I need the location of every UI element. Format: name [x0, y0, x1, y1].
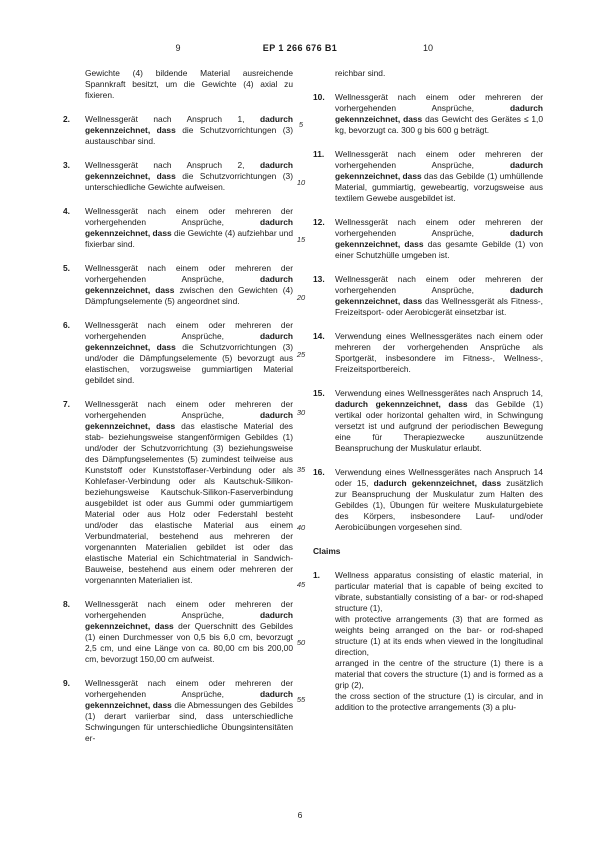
- line-number-10: 10: [296, 177, 306, 187]
- claim-number: 12.: [313, 217, 325, 227]
- claim-number: [313, 68, 335, 79]
- claim-text: Wellnessgerät nach Anspruch 2, dadurch gekennzeichnet, dass die Schutzvorrichtungen (3) unterschiedliche Gewichte aufweisen.: [85, 160, 293, 192]
- claim-text: Wellnessgerät nach einem oder mehreren der vorhergehenden Ansprüche, dadurch gekennzeichnet, dass die Gewichte (4) aufziehbar und fixierbar sind.: [85, 206, 293, 249]
- claim-13: [313, 274, 543, 318]
- header-right-column-page-number: 10: [422, 43, 433, 53]
- line-number-30: 30: [296, 407, 306, 417]
- claim-10: [313, 92, 543, 136]
- line-number-35: 35: [296, 465, 306, 474]
- line-number-25: 25: [296, 350, 306, 359]
- claim-15: [313, 388, 543, 454]
- claims-section-heading: Claims: [313, 546, 341, 556]
- claim-text: Wellnessgerät nach einem oder mehreren der vorhergehenden Ansprüche, dadurch gekennzeichnet, dass das Wellnessgerät als Fitness-, Freizeitsport- oder Aerobicgerät einsetzbar ist.: [335, 274, 543, 317]
- line-number-55: 55: [296, 695, 306, 704]
- claim-text: Verwendung eines Wellnessgerätes nach Anspruch 14, dadurch gekennzeichnet, dass das Gebilde (1) vertikal oder horizontal gehalten wird, in Schwingung versetzt ist und aufgrund der periodischen Bewegung eine für Therapiezwecke auszunützende Beanspruchung der Muskulatur erlaubt.: [335, 388, 543, 453]
- line-number-50: 50: [296, 637, 306, 647]
- claim-number: 6.: [63, 320, 70, 330]
- claim-text: Wellness apparatus consisting of elastic material, in particular material that is capable of being excited to vibrate, substantially consisting of a bar- or rod-shaped structure (1), with protective arrangements (3) that are formed as weights being arranged on the bar- or rod-shaped structure (1) at its ends when viewed in the longitudinal direction, arranged in the centre of the structure (1) there is a material that covers the structure (1) and is formed as a grip (2), the cross section of the structure (1) is circular, and in addition to the protective arrangements (3) a plu-: [335, 570, 543, 712]
- line-number-15: 15: [296, 235, 306, 244]
- claim-text: Wellnessgerät nach einem oder mehreren der vorhergehenden Ansprüche, dadurch gekennzeichnet, dass die Schutzvorrichtungen (3) und/oder die Dämpfungselemente (5) bevorzugt aus elastischen, vorzugsweise gummiartigen Material gebildet sind.: [85, 320, 293, 385]
- claim-11: [313, 149, 543, 204]
- claim-number: 13.: [313, 274, 325, 284]
- claim-number: 8.: [63, 599, 70, 609]
- claim-text: reichbar sind.: [335, 68, 386, 78]
- header-left-column-page-number: 9: [175, 43, 181, 53]
- claim-3: [63, 160, 293, 193]
- claim-text: Verwendung eines Wellnessgerätes nach einem oder mehreren der vorhergehenden Ansprüche als Sportgerät, insbesondere im Fitness-, Wellness-, Freizeitsportbereich.: [335, 331, 543, 374]
- claim-number: 5.: [63, 263, 70, 273]
- page-header: [0, 43, 600, 57]
- line-number-40: 40: [296, 522, 306, 532]
- claim-number: 2.: [63, 114, 70, 124]
- claim-text: Wellnessgerät nach einem oder mehreren der vorhergehenden Ansprüche, dadurch gekennzeichnet, dass das elastische Material des stab- beziehungsweise stangenförmigen Gebildes (1) und/oder der Schutzvorrichtung (3) beziehungsweise des Dämpfungselementes (5) zumindest teilweise aus Kunststoff oder Kunststoffaser-Verbindung oder als Kohlefaser-Verbindung oder als Kautschuk-Silikon- beziehungsweise Kautschuk-Silikon-Faserverbindung ausgebildet ist oder aus Gummi oder gummiartigem Material oder aus Holz oder Federstahl besteht und/oder das elastische Material aus einem Verbundmaterial, bestehend aus mehreren der vorgenannten Materialien gebildet ist oder das elastische Material ein Schichtmaterial in Sandwich-Bauweise, bestehend aus einem oder mehreren der vorgenannten Materialien ist.: [85, 399, 293, 585]
- claim-text: Wellnessgerät nach einem oder mehreren der vorhergehenden Ansprüche, dadurch gekennzeichnet, dass zwischen den Gewichten (4) Dämpfungselemente (5) angeordnet sind.: [85, 263, 294, 306]
- continuation-paragraph: [313, 68, 543, 79]
- footer-page-number: 6: [297, 810, 303, 820]
- claim-2: [63, 114, 293, 147]
- claim-5: [63, 263, 293, 307]
- claim-text: Wellnessgerät nach Anspruch 1, dadurch gekennzeichnet, dass die Schutzvorrichtungen (3) austauschbar sind.: [85, 114, 293, 146]
- claim-text: Gewichte (4) bildende Material ausreichende Spannkraft besitzt, um die Gewichte (4) axial zu fixieren.: [85, 68, 293, 100]
- claim-9: [63, 678, 293, 744]
- claim-text: Wellnessgerät nach einem oder mehreren der vorhergehenden Ansprüche, dadurch gekennzeichnet, dass das Gewicht des Gerätes ≤ 1,0 kg, bevorzugt ca. 300 g bis 600 g beträgt.: [335, 92, 543, 135]
- claim-number: 14.: [313, 331, 325, 341]
- claim-number: 9.: [63, 678, 70, 688]
- right-column: [313, 68, 543, 757]
- claim-number: 10.: [313, 92, 325, 102]
- claim-number: 1.: [313, 570, 320, 580]
- claim-16: [313, 467, 543, 533]
- left-column: [63, 68, 293, 757]
- claim-number: [63, 68, 85, 101]
- claim-number: 7.: [63, 399, 70, 409]
- line-number-20: 20: [296, 292, 306, 302]
- claim-12: [313, 217, 543, 261]
- claim-6: [63, 320, 293, 386]
- claim-text: Wellnessgerät nach einem oder mehreren der vorhergehenden Ansprüche, dadurch gekennzeichnet, dass der Querschnitt des Gebildes (1) einen Durchmesser von 0,5 bis 6,0 cm, bevorzugt 2,5 cm, und eine Länge von ca. 80,00 cm bis 200,00 cm, bevorzugt 150,00 cm aufweist.: [85, 599, 293, 664]
- claim-number: 4.: [63, 206, 70, 216]
- header-document-number: EP 1 266 676 B1: [262, 43, 338, 53]
- line-number-5: 5: [298, 120, 304, 129]
- claim-number: 3.: [63, 160, 70, 170]
- claim-text: Wellnessgerät nach einem oder mehreren der vorhergehenden Ansprüche, dadurch gekennzeichnet, dass das das Gebilde (1) umhüllende Material, gummiartig, gewebeartig, vorzugsweise aus textilem Gewebe ausgebildet ist.: [335, 149, 543, 203]
- claim-14: [313, 331, 543, 375]
- claim-number: 16.: [313, 467, 325, 477]
- claim-number: 15.: [313, 388, 325, 398]
- claim-8: [63, 599, 293, 665]
- continuation-paragraph: [63, 68, 293, 101]
- page-footer: [0, 810, 600, 820]
- line-number-45: 45: [296, 580, 306, 589]
- claim-7: [63, 399, 293, 586]
- claim-4: [63, 206, 293, 250]
- claim-text: Wellnessgerät nach einem oder mehreren der vorhergehenden Ansprüche, dadurch gekennzeichnet, dass das gesamte Gebilde (1) von einer Schutzhülle umgeben ist.: [335, 217, 543, 260]
- claim-text: Wellnessgerät nach einem oder mehreren der vorhergehenden Ansprüche, dadurch gekennzeichnet, dass die Abmessungen des Gebildes (1) derart variierbar sind, dass unterschiedliche Schwingungen für unterschiedliche Übungsintensitäten er-: [85, 678, 294, 743]
- claim-number: 11.: [313, 149, 325, 159]
- claim-text: Verwendung eines Wellnessgerätes nach Anspruch 14 oder 15, dadurch gekennzeichnet, dass zusätzlich zur Beanspruchung der Muskulatur zum Halten des Gebildes (1), Übungen für weitere Muskulaturgebiete des Körpers, insbesondere Lauf- und/oder Aerobicübungen vorgesehen sind.: [335, 467, 544, 532]
- claim-1: [313, 570, 543, 713]
